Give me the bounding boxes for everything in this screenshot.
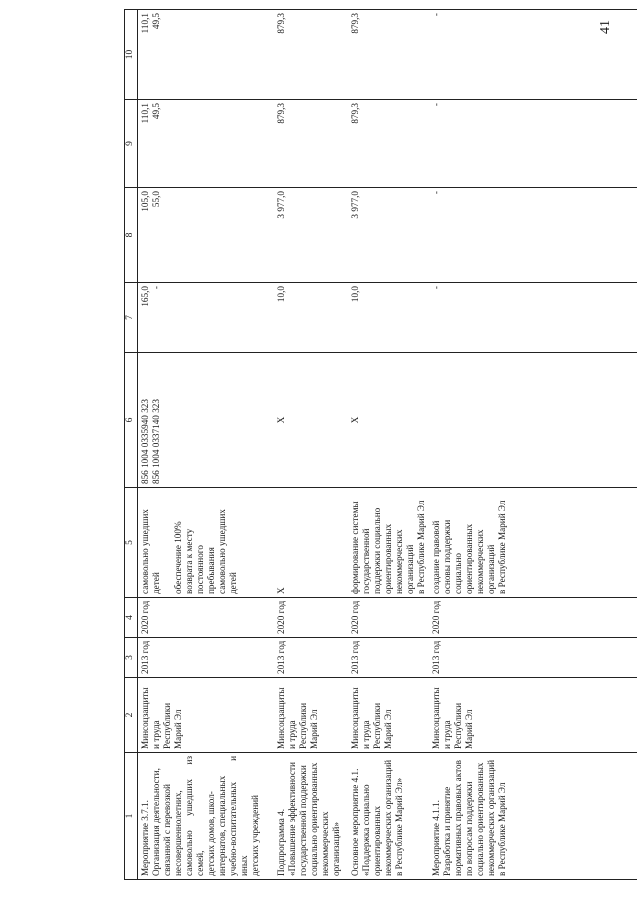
table-cell-col-3	[348, 638, 429, 678]
program-table	[124, 9, 637, 880]
cell-line: Марий Эл	[173, 709, 183, 749]
cell-line: ориентированных	[463, 523, 474, 594]
table-row	[348, 10, 429, 880]
cell-line: социально ориентированных	[308, 762, 319, 876]
cell-line: 110,1	[140, 103, 150, 124]
cell-line: 165,0	[140, 286, 150, 307]
cell-line: и труда	[360, 720, 371, 749]
table-cell-col-2	[138, 678, 274, 753]
cell-line: 879,3	[275, 13, 286, 34]
cell-text: 2020 год	[349, 600, 360, 634]
cell-line: Мероприятие 3.7.1.	[140, 800, 150, 876]
cell-line: Минсоцзащиты	[140, 687, 150, 749]
cell-line: социально ориентированных	[474, 762, 485, 876]
cell-text: 2020 год	[430, 600, 441, 634]
cell-line: -	[430, 13, 441, 17]
cell-line: Марий Эл	[382, 709, 393, 749]
table-cell-col-6	[138, 353, 274, 488]
cell-line: 10,0	[275, 286, 286, 303]
cell-line: 110,1	[140, 13, 150, 34]
table-cell-col-5	[138, 488, 274, 598]
page-number: 41	[598, 20, 613, 34]
table-cell-col-3	[274, 638, 348, 678]
table-cell-col-6	[429, 353, 637, 488]
table-cell-col-7	[138, 283, 274, 353]
cell-text: 2013 год	[430, 640, 441, 674]
cell-line: X	[349, 416, 360, 424]
cell-line: Подпрограмма 4.	[275, 808, 286, 876]
cell-line: обеспечение 100%	[173, 521, 183, 594]
cell-line: связанной с перевозкой	[162, 784, 172, 876]
cell-text: 2013 год	[349, 640, 360, 674]
cell-line: детских учреждений	[250, 795, 260, 876]
cell-line: некоммерческих	[474, 529, 485, 594]
cell-line: самовольно ушедших из семей,	[184, 756, 205, 876]
cell-line: ориентированных	[382, 523, 393, 594]
table-cell-col-1	[274, 753, 348, 880]
table-cell-col-4	[348, 598, 429, 638]
col-header-7: 7	[125, 283, 138, 353]
cell-line: 879,3	[349, 103, 360, 124]
table-cell-col-10	[348, 10, 429, 100]
cell-line: 856 1004 0337140 323	[151, 399, 161, 484]
cell-line: и труда	[441, 720, 452, 749]
table-cell-col-9	[348, 100, 429, 188]
table-cell-col-2	[429, 678, 637, 753]
cell-line: Республики	[162, 702, 172, 749]
table-cell-col-1	[138, 753, 274, 880]
table-cell-col-5	[274, 488, 348, 598]
table-cell-col-10	[429, 10, 637, 100]
cell-line: в Республике Марий Эл»	[393, 777, 404, 876]
rotated-table-container	[124, 10, 630, 880]
cell-line: 105,0	[140, 191, 150, 212]
cell-line: Организация деятельности,	[151, 768, 161, 876]
cell-line: -	[430, 103, 441, 107]
table-cell-col-10	[138, 10, 274, 100]
table-cell-col-10	[274, 10, 348, 100]
col-header-9: 9	[125, 100, 138, 188]
cell-line: нормативных правовых актов	[452, 760, 463, 876]
cell-text: 2020 год	[275, 600, 286, 634]
cell-line: -	[430, 286, 441, 290]
cell-line: «Поддержка социально	[360, 784, 371, 876]
cell-line: 10,0	[349, 286, 360, 303]
cell-line: организаций	[485, 544, 496, 594]
table-cell-col-3	[429, 638, 637, 678]
table-cell-col-1	[429, 753, 637, 880]
cell-line: создание правовой	[430, 520, 441, 594]
cell-line: и труда	[286, 720, 297, 749]
cell-line: детских домов, школ-	[206, 791, 216, 876]
cell-line: 879,3	[275, 103, 286, 124]
table-cell-col-9	[138, 100, 274, 188]
table-cell-col-1	[348, 753, 429, 880]
cell-line: пребывания	[206, 547, 216, 594]
table-cell-col-7	[274, 283, 348, 353]
cell-line: 49,5	[151, 13, 161, 30]
table-cell-col-6	[274, 353, 348, 488]
cell-line: Минсоцзащиты	[275, 687, 286, 749]
col-header-4: 4	[125, 598, 138, 638]
cell-line: Разработка и принятие	[441, 786, 452, 876]
cell-line	[162, 491, 173, 594]
cell-text: 2013 год	[140, 640, 150, 674]
cell-line: в Республике Марий Эл	[496, 782, 507, 876]
cell-line: государственной	[360, 528, 371, 594]
cell-text: 2013 год	[275, 640, 286, 674]
cell-line: некоммерческих	[393, 529, 404, 594]
cell-line: детей	[151, 572, 161, 594]
cell-line: самовольно ушедших	[140, 509, 150, 594]
cell-line: Марий Эл	[308, 709, 319, 749]
cell-line: поддержки социально	[371, 507, 382, 594]
cell-line: Основное мероприятие 4.1.	[349, 768, 360, 876]
cell-line: 3 977,0	[275, 191, 286, 219]
cell-line: Минсоцзащиты	[430, 687, 441, 749]
cell-line: учебно-воспитательных и иных	[228, 756, 249, 876]
table-cell-col-8	[348, 188, 429, 283]
col-header-5: 5	[125, 488, 138, 598]
header-row	[125, 10, 138, 880]
table-cell-col-4	[429, 598, 637, 638]
table-cell-col-7	[348, 283, 429, 353]
cell-line: социально	[452, 553, 463, 594]
cell-line: несовершеннолетних,	[173, 790, 183, 876]
cell-line: в Республике Марий Эл	[415, 500, 426, 594]
cell-line: формирование системы	[349, 501, 360, 594]
table-cell-col-7	[429, 283, 637, 353]
cell-line: некоммерческих организаций	[382, 759, 393, 876]
cell-line: X	[275, 587, 286, 594]
table-cell-col-4	[138, 598, 274, 638]
cell-line: -	[430, 191, 441, 195]
cell-line: 3 977,0	[349, 191, 360, 219]
col-header-6: 6	[125, 353, 138, 488]
cell-line: по вопросам поддержки	[463, 781, 474, 876]
table-cell-col-3	[138, 638, 274, 678]
cell-line: Республики	[371, 702, 382, 749]
cell-line: ориентированных	[371, 805, 382, 876]
cell-line: самовольно ушедших	[217, 509, 227, 594]
cell-line: детей	[228, 572, 238, 594]
cell-line: Марий Эл	[463, 709, 474, 749]
cell-text: 2020 год	[140, 600, 150, 634]
cell-line: основы поддержки	[441, 519, 452, 594]
table-cell-col-4	[274, 598, 348, 638]
cell-line: некоммерческих организаций»	[319, 811, 341, 876]
table-cell-col-5	[348, 488, 429, 598]
col-header-1: 1	[125, 753, 138, 880]
cell-line: Республики	[297, 702, 308, 749]
col-header-10: 10	[125, 10, 138, 100]
cell-line: 49,5	[151, 103, 161, 120]
table-cell-col-2	[348, 678, 429, 753]
table-cell-col-8	[429, 188, 637, 283]
table-row	[429, 10, 637, 880]
cell-line: Республики	[452, 702, 463, 749]
cell-line: и труда	[151, 720, 161, 749]
table-row	[274, 10, 348, 880]
table-cell-col-8	[138, 188, 274, 283]
cell-line: -	[151, 286, 161, 290]
cell-line: 55,0	[151, 191, 161, 208]
cell-line: 856 1004 0335940 323	[140, 399, 150, 484]
table-cell-col-2	[274, 678, 348, 753]
cell-line: X	[275, 416, 286, 424]
col-header-2: 2	[125, 678, 138, 753]
cell-line: «Повышение эффективности	[286, 762, 297, 876]
table-cell-col-5	[429, 488, 637, 598]
cell-line: в Республике Марий Эл	[496, 500, 507, 594]
cell-line: государственной поддержки	[297, 765, 308, 876]
cell-line: возврата к месту	[184, 528, 194, 594]
table-row	[138, 10, 274, 880]
col-header-3: 3	[125, 638, 138, 678]
cell-line: 879,3	[349, 13, 360, 34]
cell-line: Минсоцзащиты	[349, 687, 360, 749]
col-header-8: 8	[125, 188, 138, 283]
table-cell-col-9	[274, 100, 348, 188]
table-cell-col-8	[274, 188, 348, 283]
table-cell-col-9	[429, 100, 637, 188]
table-cell-col-6	[348, 353, 429, 488]
cell-line: Мероприятие 4.1.1.	[430, 800, 441, 876]
cell-line: постоянного	[195, 545, 205, 594]
cell-line: интернатов, специальных	[217, 775, 227, 876]
cell-line: организаций	[404, 544, 415, 594]
cell-line: некоммерческих организаций	[485, 759, 496, 876]
